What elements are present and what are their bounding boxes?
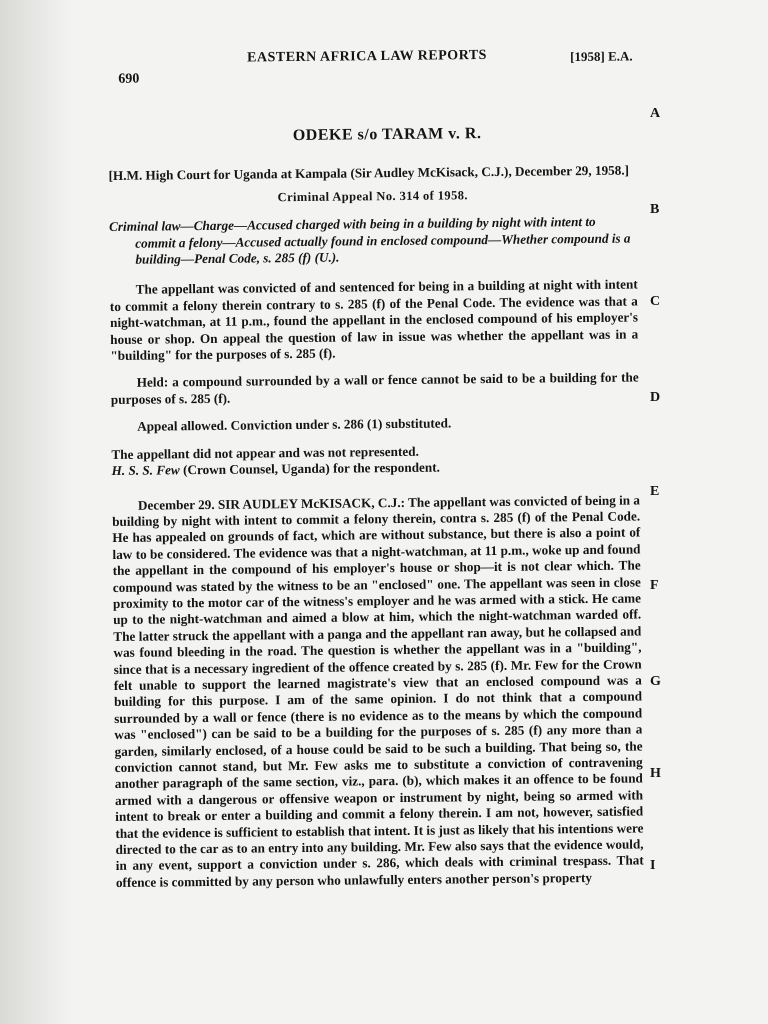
margin-letter-a: A: [650, 106, 661, 121]
margin-letter-i: I: [650, 858, 656, 873]
report-body: [108, 120, 644, 902]
margin-letter-f: F: [650, 578, 659, 593]
appellant-counsel: The appellant did not appear and was not represented.: [111, 443, 419, 462]
margin-letter-b: B: [650, 202, 660, 217]
report-citation: [1958] E.A.: [570, 48, 633, 65]
judgment-text: December 29. SIR AUDLEY McKISACK, C.J.: The appellant was convicted of being in a building by night with intent to commit a felony therein, contra s. 285 (f) of the Penal Code. He has appealed on grounds of fact, which are without substance, but there is also a point of law to be considered. The evidence was that a night-watchman, at 11 p.m., woke up and found the appellant in the compound of his employer's house or shop—it is not clear which. The compound was stated by the witness to be an "enclosed" one. The appellant was seen in close proximity to the motor car of the witness's employer and he was armed with a stick. He came up to the night-watchman and aimed a blow at him, which the night-watchman warded off. The latter struck the appellant with a panga and the appellant ran away, but he collapsed and was found bleeding in the road. The question is whether the appellant was in a "building", since that is a necessary ingredient of the offence created by s. 285 (f). Mr. Few for the Crown felt unable to support the learned magistrate's view that an enclosed compound was a building for this purpose. I am of the same opinion. I do not think that a compound surrounded by a wall or fence (there is no evidence as to the means by which the compound was "enclosed") can be said to be a building for the purposes of s. 285 (f) any more than a garden, similarly enclosed, of a house could be said to be such a building. That being so, the conviction cannot stand, but Mr. Few asks me to substitute a conviction of contravening another paragraph of the same section, viz., para. (b), which makes it an offence to be found armed with a dangerous or offensive weapon or instrument by night, being so armed with intent to break or enter a building and commit a felony therein. I am not, however, satisfied that the evidence is sufficient to establish that intent. It is just as likely that his intentions were directed to the car as to an entry into any building. Mr. Few also says that the evidence would, in any event, support a conviction under s. 286, which deals with criminal trespass. That offence is committed by any person who unlawfully enters another person's property: [112, 491, 644, 890]
catchwords: Criminal law—Charge—Accused charged with being in a building by night with intent to commit a felony—Accused actually found in enclosed compound—Whether compound is a building—Penal Code, s. 285 (f) (U.).: [108, 214, 631, 267]
page-edge-shadow: [0, 0, 70, 1024]
margin-letter-h: H: [650, 766, 661, 781]
margin-letter-g: G: [650, 674, 661, 689]
margin-letter-d: D: [650, 390, 661, 405]
court-line: [H.M. High Court for Uganda at Kampala (Sir Audley McKisack, C.J.), December 29, 1958.]: [108, 162, 630, 184]
headnote: The appellant was convicted of and sentenced for being in a building at night with intent to commit a felony therein contrary to s. 285 (f) of the Penal Code. The evidence was that a night-watchman, at 11 p.m., found the appellant in the enclosed compound of his employer's house or shop. On appeal the question of law in issue was whether the appellant was in a "building" for the purposes of s. 285 (f).: [109, 276, 639, 364]
result-statement: Appeal allowed. Conviction under s. 286 (1) substituted.: [137, 415, 452, 434]
page-number: 690: [118, 71, 140, 87]
respondent-counsel-role: (Crown Counsel, Uganda) for the respondent.: [182, 459, 440, 478]
case-title: ODEKE s/o TARAM v. R.: [292, 125, 482, 145]
running-title: EASTERN AFRICA LAW REPORTS: [247, 47, 487, 66]
respondent-counsel-name: H. S. S. Few: [111, 462, 180, 479]
margin-letter-c: C: [650, 294, 661, 309]
appeal-number: Criminal Appeal No. 314 of 1958.: [277, 188, 468, 205]
held-statement: Held: a compound surrounded by a wall or fence cannot be said to be a building for the purposes of s. 285 (f).: [110, 369, 639, 407]
margin-letter-e: E: [650, 484, 660, 499]
margin-letters: [650, 0, 680, 1024]
page-header: [100, 42, 645, 88]
